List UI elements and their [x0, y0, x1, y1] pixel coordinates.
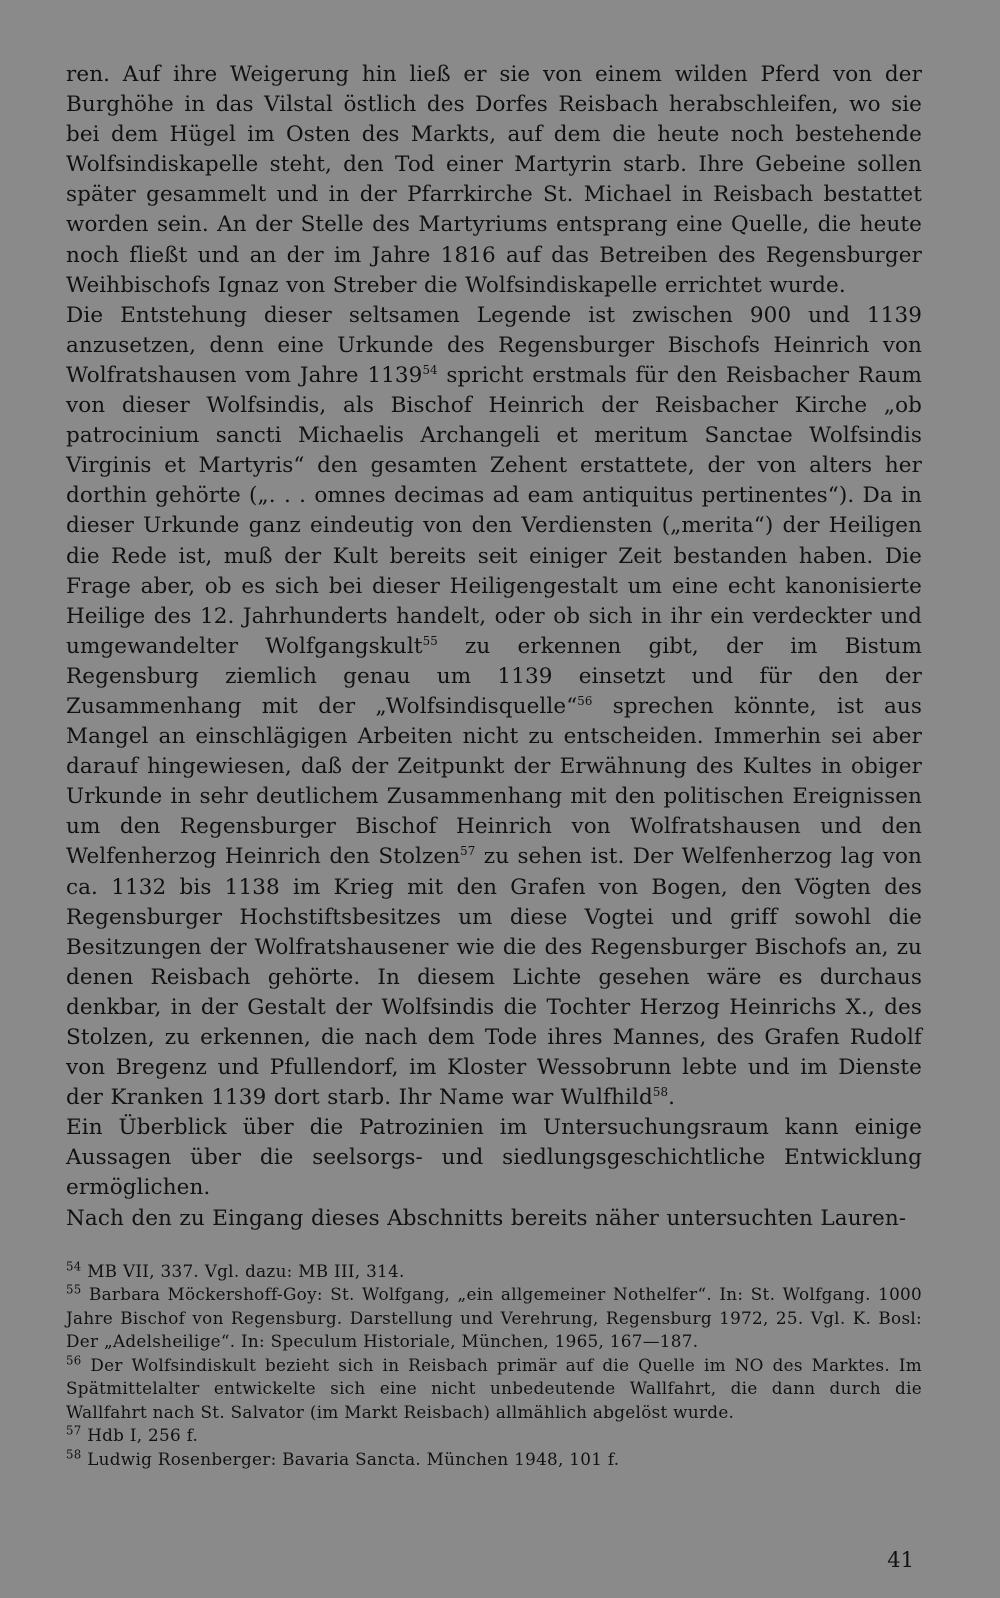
footnote-54	[66, 1260, 922, 1284]
footnote-number: 55	[66, 1282, 82, 1297]
footnote-text: Der Wolfsindiskult bezieht sich in Reisbach primär auf die Quelle im NO des Marktes. Im Spätmittelalter entwickelte sich eine nicht unbedeutende Wallfahrt, die dann durch die Wallfahrt nach St. Salvator (im Markt Reisbach) allmählich abgelöst wurde.	[66, 1354, 922, 1422]
footnote-number: 58	[66, 1447, 82, 1462]
footnote-ref-56[interactable]: 56	[577, 693, 593, 708]
footnote-ref-58[interactable]: 58	[652, 1085, 669, 1100]
paragraph-2-text-d: sprechen könnte, ist aus Mangel an einschlägigen Arbeiten nicht zu entscheiden. Immerhin sei aber darauf hingewiesen, daß der Zeitpunkt der Erwähnung des Kultes in obiger Urkunde in sehr deutlichem Zusammenhang mit den politischen Ereignissen um den Regensburger Bischof Heinrich von Wolfratshausen und den Welfenherzog Heinrich den Stolzen	[66, 693, 922, 870]
footnote-ref-54[interactable]: 54	[422, 362, 438, 377]
paragraph-2-text-b: spricht erstmals für den Reisbacher Raum von dieser Wolfsindis, als Bischof Heinrich der Reisbacher Kirche „ob patrocinium sancti Michaelis Archangeli et meritum Sanctae Wolfsindis Virginis et Martyris“ den gesamten Zehent erstattete, der von alters her dorthin gehörte („. . . omnes decimas ad eam antiquitus pertinentes“). Da in dieser Urkunde ganz eindeutig von den Verdiensten („merita“) der Heiligen die Rede ist, muß der Kult bereits seit einiger Zeit bestanden haben. Die Frage aber, ob es sich bei dieser Heiligengestalt um eine echt kanonisierte Heilige des 12. Jahrhunderts handelt, oder ob sich in ihr ein verdeckter und umgewandelter Wolfgangskult	[66, 362, 922, 659]
footnote-text: Hdb I, 256 f.	[81, 1425, 199, 1446]
paragraph-1-text: ren. Auf ihre Weigerung hin ließ er sie von einem wilden Pferd von der Burghöhe in das Vilstal östlich des Dorfes Reisbach herabschleifen, wo sie bei dem Hügel im Osten des Markts, auf dem die heute noch bestehende Wolfsindiskapelle steht, den Tod einer Martyrin starb. Ihre Gebeine sollen später gesammelt und in der Pfarrkirche St. Michael in Reisbach bestattet worden sein. An der Stelle des Martyriums entsprang eine Quelle, die heute noch fließt und an der im Jahre 1816 auf das Betreiben des Regensburger Weihbischofs Ignaz von Streber die Wolfsindiskapelle errichtet wurde.	[66, 62, 922, 298]
paragraph-4: Nach den zu Eingang dieses Abschnitts bereits näher untersuchten Lauren-	[66, 1205, 907, 1231]
footnote-55	[66, 1283, 922, 1354]
paragraph-2-text-c: zu erkennen gibt, der im Bistum Regensburg ziemlich genau um 1139 einsetzt und für den der Zusammenhang mit der „Wolfsindisquelle“	[66, 633, 922, 719]
page-number: 41	[887, 1548, 914, 1572]
footnote-number: 54	[66, 1259, 82, 1274]
footnote-57	[66, 1424, 922, 1448]
footnote-number: 57	[66, 1423, 82, 1438]
footnote-text: Ludwig Rosenberger: Bavaria Sancta. München 1948, 101 f.	[81, 1448, 620, 1469]
paragraph-2-text-f: .	[668, 1085, 676, 1111]
paragraph-2	[66, 301, 922, 1114]
paragraph-1	[66, 60, 922, 301]
page-content	[66, 60, 922, 1471]
footnote-text: Barbara Möckershoff-Goy: St. Wolfgang, „ein allgemeiner Nothelfer“. In: St. Wolfgang. 1000 Jahre Bischof von Regensburg. Darstellung und Verehrung, Regensburg 1972, 25. Vgl. K. Bosl: Der „Adelsheilige“. In: Speculum Historiale, München, 1965, 167—187.	[66, 1284, 922, 1352]
paragraph-3: Ein Überblick über die Patrozinien im Untersuchungsraum kann einige Aussagen über die seelsorgs- und siedlungsgeschichtliche Entwicklung ermöglichen.	[66, 1115, 922, 1201]
footnote-56	[66, 1354, 922, 1425]
footnote-ref-55[interactable]: 55	[422, 633, 438, 648]
paragraph-2-text-a: Die Entstehung dieser seltsamen Legende ist zwischen 900 und 1139 anzusetzen, denn eine Urkunde des Regensburger Bischofs Heinrich von Wolfratshausen vom Jahre 1139	[66, 302, 922, 388]
footnote-text: MB VII, 337. Vgl. dazu: MB III, 314.	[81, 1260, 405, 1281]
footnote-58	[66, 1448, 922, 1472]
paragraph-2-text-e: zu sehen ist. Der Welfenherzog lag von ca. 1132 bis 1138 im Krieg mit den Grafen von Bogen, den Vögten des Regensburger Hochstiftsbesitzes um diese Vogtei und griff sowohl die Besitzungen der Wolfratshausener wie die des Regensburger Bischofs an, zu denen Reisbach gehörte. In diesem Lichte gesehen wäre es durchaus denkbar, in der Gestalt der Wolfsindis die Tochter Herzog Heinrichs X., des Stolzen, zu erkennen, die nach dem Tode ihres Mannes, des Grafen Rudolf von Bregenz und Pfullendorf, im Kloster Wessobrunn lebte und im Dienste der Kranken 1139 dort starb. Ihr Name war Wulfhild	[66, 844, 922, 1111]
footnote-number: 56	[66, 1353, 82, 1368]
footnotes	[66, 1260, 922, 1472]
footnote-ref-57[interactable]: 57	[460, 844, 476, 859]
